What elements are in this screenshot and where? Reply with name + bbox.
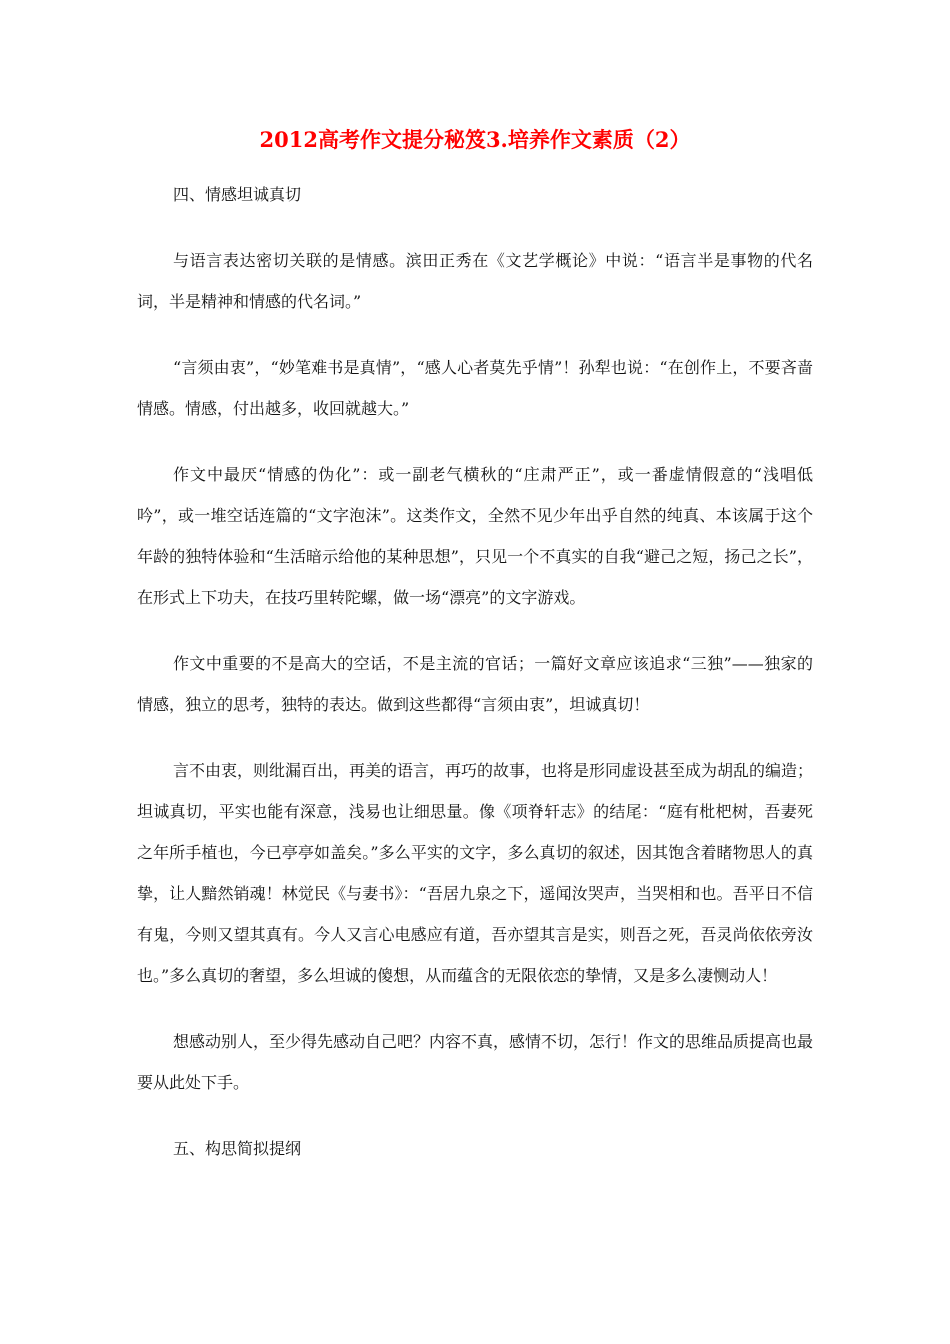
document-body (137, 174, 813, 1169)
paragraph-2: “言须由衷”，“妙笔难书是真情”，“感人心者莫先乎情”！孙犁也说：“在创作上，不要吝啬情感。情感，付出越多，收回就越大。” (137, 358, 813, 418)
paragraph-6: 想感动别人，至少得先感动自己吧？内容不真，感情不切，怎行！作文的思维品质提高也最要从此处下手。 (137, 1032, 814, 1092)
section-heading-5: 五、构思简拟提纲 (173, 1139, 302, 1158)
paragraph-4: 作文中重要的不是高大的空话，不是主流的官话；一篇好文章应该追求“三独”——独家的情感，独立的思考，独特的表达。做到这些都得“言须由衷”，坦诚真切！ (137, 654, 813, 714)
section-heading-4: 四、情感坦诚真切 (173, 185, 302, 204)
paragraph-5: 言不由衷，则纰漏百出，再美的语言，再巧的故事，也将是形同虚设甚至成为胡乱的编造；坦诚真切，平实也能有深意，浅易也让细思量。像《项脊轩志》的结尾：“庭有枇杷树，吾妻死之年所手植也，今已亭亭如盖矣。”多么平实的文字，多么真切的叙述，因其饱含着睹物思人的真挚，让人黯然销魂！林觉民《与妻书》：“吾居九泉之下，遥闻汝哭声，当哭相和也。吾平日不信有鬼，今则又望其真有。今人又言心电感应有道，吾亦望其言是实，则吾之死，吾灵尚依依旁汝也。”多么真切的奢望，多么坦诚的傻想，从而蕴含的无限依恋的挚情，又是多么凄恻动人！ (137, 761, 814, 985)
paragraph-3: 作文中最厌“情感的伪化”：或一副老气横秋的“庄肃严正”，或一番虚情假意的“浅唱低吟”，或一堆空话连篇的“文字泡沫”。这类作文，全然不见少年出乎自然的纯真、本该属于这个年龄的独特体验和“生活暗示给他的某种思想”，只见一个不真实的自我“避己之短，扬己之长”，在形式上下功夫，在技巧里转陀螺，做一场“漂亮”的文字游戏。 (137, 465, 813, 607)
paragraph-1: 与语言表达密切关联的是情感。滨田正秀在《文艺学概论》中说：“语言半是事物的代名词，半是精神和情感的代名词。” (137, 251, 813, 311)
document-title: 2012高考作文提分秘笈3.培养作文素质（2） (259, 127, 691, 152)
